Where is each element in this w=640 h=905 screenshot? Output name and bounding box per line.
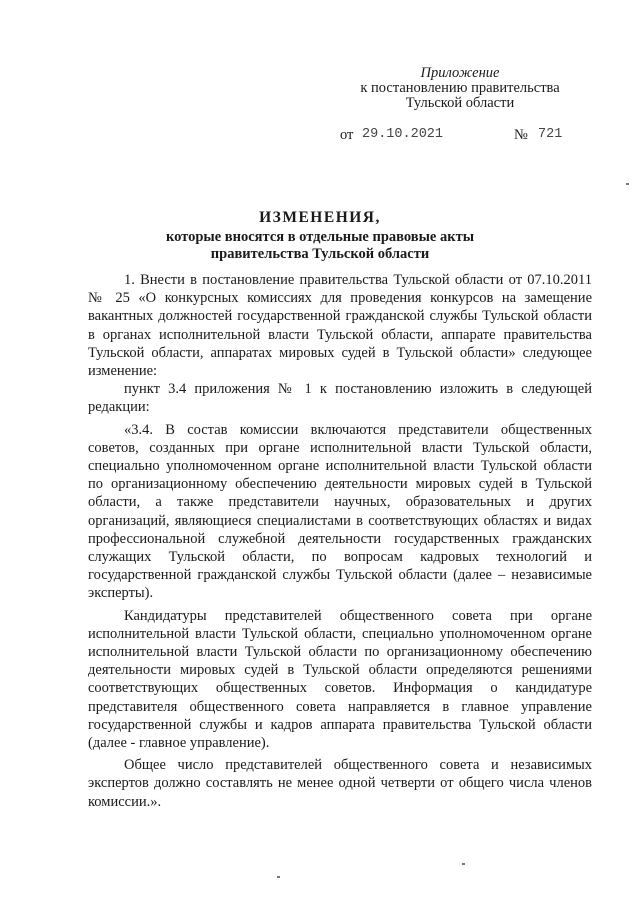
paragraph-1: 1. Внести в постановление правительства Тульской области от 07.10.2011 № 25 «О конкурсных комиссиях для проведения конкурсов на замещение вакантных должностей государственной гражданской службы Тульской области в органах исполнительной власти Тульской области, аппарате правительства Тульской области, аппаратах мировых судей в Тульской области» следующее изменение: [88, 272, 592, 380]
scan-speck [277, 876, 280, 878]
registration-line [340, 127, 600, 145]
date-label: от [340, 127, 354, 143]
title-main: ИЗМЕНЕНИЯ, [259, 209, 381, 226]
paragraph-2: пункт 3.4 приложения № 1 к постановлению изложить в следующей редакции: [88, 381, 592, 416]
scan-speck [462, 863, 465, 865]
paragraph-4: Кандидатуры представителей общественного совета при органе исполнительной власти Тульской области, специально уполномоченном органе исполнительной власти Тульской области по организационному обеспечению деятельности мировых судей в Тульской области определяются решениями соответствующих общественных советов. Информация о кандидатуре представителя общественного совета направляется в главное управление государственной службы и кадров аппарата правительства Тульской области (далее - главное управление). [88, 607, 592, 752]
registration-number: 721 [538, 127, 563, 142]
annex-reference: к постановлению правительства [360, 80, 560, 96]
number-label: № [514, 127, 528, 143]
paragraph-5: Общее число представителей общественного совета и независимых экспертов должно составлять не менее одной четверти от общего числа членов комиссии.». [88, 757, 592, 810]
document-body [88, 271, 592, 811]
registration-date: 29.10.2021 [362, 127, 444, 142]
annex-title: Приложение [420, 65, 500, 81]
title-subtitle-2: правительства Тульской области [210, 246, 430, 262]
annex-header [330, 66, 590, 111]
paragraph-3: «3.4. В состав комиссии включаются представители общественных советов, созданных при органе исполнительной власти Тульской области, специально уполномоченном органе исполнительной власти Тульской области по организационному обеспечению деятельности мировых судей в Тульской области, а также представители научных, образовательных и других организаций, являющиеся специалистами в соответствующих областях и видах профессиональной служебной деятельности государственных гражданских служащих Тульской области, по вопросам кадровых технологий и государственной гражданской службы Тульской области (далее – независимые эксперты). [88, 421, 592, 602]
title-subtitle: которые вносятся в отдельные правовые акты [165, 229, 475, 245]
annex-region: Тульской области [405, 95, 515, 111]
scan-speck [626, 183, 629, 185]
document-title [60, 207, 580, 263]
